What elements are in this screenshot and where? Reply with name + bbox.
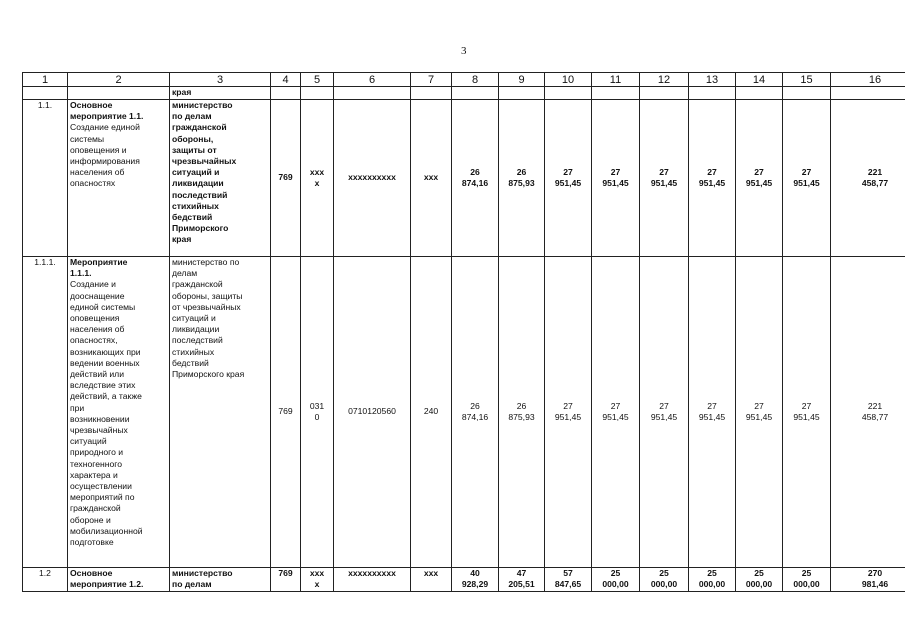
table-row bbox=[23, 568, 905, 592]
column-header: 1 bbox=[23, 73, 68, 87]
column-header: 8 bbox=[452, 73, 499, 87]
cell-c14: 27 951,45 bbox=[736, 257, 783, 568]
column-header: 9 bbox=[499, 73, 545, 87]
page-number: 3 bbox=[461, 45, 467, 57]
cell-c10: 27 951,45 bbox=[545, 257, 592, 568]
cell-c10: 27 951,45 bbox=[545, 100, 592, 257]
row-number: 1.1.1. bbox=[23, 257, 68, 568]
activity-title: Основное мероприятие 1.1. bbox=[70, 100, 144, 122]
executor-cell: края bbox=[170, 87, 271, 100]
executor-cell: министерство по делам гражданской обороны, защиты от чрезвычайных ситуаций и ликвидации последствий стихийных бедствий Приморского края bbox=[170, 100, 271, 257]
cell-c9: 26 875,93 bbox=[499, 257, 545, 568]
column-header: 2 bbox=[68, 73, 170, 87]
cell-c5: ххх х bbox=[301, 568, 334, 592]
column-header: 12 bbox=[640, 73, 689, 87]
column-header: 6 bbox=[334, 73, 411, 87]
column-header: 13 bbox=[689, 73, 736, 87]
activity-title: Основное мероприятие 1.2. bbox=[68, 568, 170, 592]
column-header: 16 bbox=[831, 73, 905, 87]
cell-c11: 27 951,45 bbox=[592, 100, 640, 257]
column-header: 4 bbox=[271, 73, 301, 87]
table-row bbox=[23, 100, 905, 257]
continuation-row bbox=[23, 87, 905, 100]
cell-c15: 25 000,00 bbox=[783, 568, 831, 592]
cell-c14: 27 951,45 bbox=[736, 100, 783, 257]
activity-description: Создание и дооснащение единой системы оповещения населения об опасностях, возникающих при ведении военных действий или вследствие этих действий, а также при возникновении чрезвычайных ситуаций природного и техногенного характера и осуществлении мероприятий по гражданской обороне и мобилизационной подготовке bbox=[70, 279, 143, 548]
activity-name-cell bbox=[68, 100, 170, 257]
activity-name-cell bbox=[68, 257, 170, 568]
row-number: 1.2 bbox=[23, 568, 68, 592]
cell-c4: 769 bbox=[271, 568, 301, 592]
activity-title: Мероприятие 1.1.1. bbox=[70, 257, 128, 279]
cell-c8: 26 874,16 bbox=[452, 100, 499, 257]
cell-c8: 40 928,29 bbox=[452, 568, 499, 592]
column-header: 3 bbox=[170, 73, 271, 87]
cell-c6: хххххххххх bbox=[334, 100, 411, 257]
cell-c16: 221 458,77 bbox=[831, 257, 905, 568]
cell-c4: 769 bbox=[271, 100, 301, 257]
column-header: 5 bbox=[301, 73, 334, 87]
cell-c6: 0710120560 bbox=[334, 257, 411, 568]
cell-c13: 27 951,45 bbox=[689, 100, 736, 257]
cell-c5: 031 0 bbox=[301, 257, 334, 568]
cell-c7: ххх bbox=[411, 100, 452, 257]
budget-table bbox=[22, 72, 905, 592]
executor-cell: министерство по делам гражданской обороны, защиты от чрезвычайных ситуаций и ликвидации последствий стихийных бедствий Приморского края bbox=[170, 257, 271, 568]
column-header: 11 bbox=[592, 73, 640, 87]
header-row bbox=[23, 73, 905, 87]
cell-c11: 27 951,45 bbox=[592, 257, 640, 568]
cell-c12: 27 951,45 bbox=[640, 100, 689, 257]
column-header: 10 bbox=[545, 73, 592, 87]
cell-c11: 25 000,00 bbox=[592, 568, 640, 592]
cell-c4: 769 bbox=[271, 257, 301, 568]
cell-c6: хххххххххх bbox=[334, 568, 411, 592]
column-header: 15 bbox=[783, 73, 831, 87]
cell-c9: 26 875,93 bbox=[499, 100, 545, 257]
cell-c13: 25 000,00 bbox=[689, 568, 736, 592]
cell-c9: 47 205,51 bbox=[499, 568, 545, 592]
cell-c13: 27 951,45 bbox=[689, 257, 736, 568]
activity-description: Создание единой системы оповещения и информирования населения об опасностях bbox=[70, 122, 140, 189]
column-header: 7 bbox=[411, 73, 452, 87]
cell-c5: ххх х bbox=[301, 100, 334, 257]
cell-c12: 27 951,45 bbox=[640, 257, 689, 568]
cell-c12: 25 000,00 bbox=[640, 568, 689, 592]
cell-c14: 25 000,00 bbox=[736, 568, 783, 592]
cell-c15: 27 951,45 bbox=[783, 257, 831, 568]
cell-c10: 57 847,65 bbox=[545, 568, 592, 592]
cell-c15: 27 951,45 bbox=[783, 100, 831, 257]
row-number: 1.1. bbox=[23, 100, 68, 257]
executor-cell: министерство по делам bbox=[170, 568, 271, 592]
cell-c16: 221 458,77 bbox=[831, 100, 905, 257]
table-row bbox=[23, 257, 905, 568]
cell-c16: 270 981,46 bbox=[831, 568, 905, 592]
cell-c8: 26 874,16 bbox=[452, 257, 499, 568]
cell-c7: 240 bbox=[411, 257, 452, 568]
cell-c7: ххх bbox=[411, 568, 452, 592]
column-header: 14 bbox=[736, 73, 783, 87]
